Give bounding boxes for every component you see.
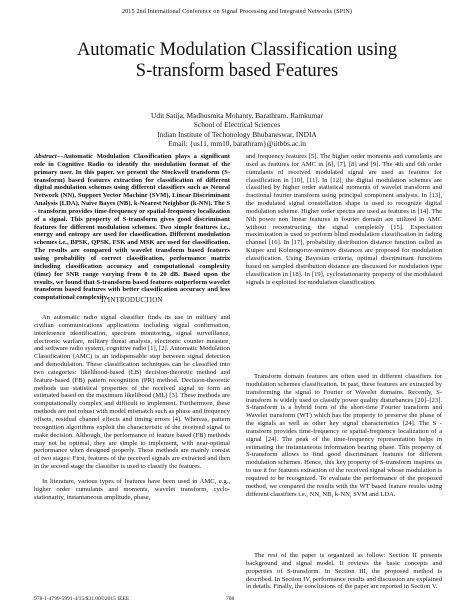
author-department: School of Electrical Sciences [193,120,281,130]
intro-paragraph: In literature, various types of features have been used in AMC, e.g., higher order cumulants and moments, wavelet transform, cyclo-stationarity, instantaneous amplitude, phase, [34,477,230,501]
page-number: 708 [226,596,235,602]
section-heading-introduction: I. INTRODUCTION [101,297,163,304]
footer-copyright: 978-1-4799-5991-4/15/$31.00©2015 IEEE [34,596,130,602]
abstract-text: —Automatic Modulation Classification plays a significant role in Cognitive Radio to identify the modulation format of the primary user. In this paper, we present the Stockwell transform (S-transform) based features extraction for classification of different digital modulation schemes using different classifiers such as Neural Network (NN), Support Vector Machine (SVM), Linear Discriminant Analysis (LDA), Naive Bayes (NB), k-Nearest Neighbor (k-NN). The S - transform provides time-frequency or spatial-frequency localization of a signal. This property of S-transform gives good discriminant features for different modulation schemes. Two simple features i.e., energy and entropy are used for classification. Different modulation schemes i.e., BPSK, QPSK, FSK and MSK are used for classification. The results are compared with wavelet transform based features using probability of correct classification, performance matrix including classification accuracy and computational complexity (time) for SNR range varying from 0 to 20 dB. Based upon the results, we found that S-transform based features outperform wavelet transform based features with better classification accuracy and less computational complexity. [34,153,230,302]
abstract [34,153,230,302]
title-line-1: Automatic Modulation Classification using [76,40,398,60]
conference-header: 2015 2nd International Conference on Signal Processing and Integrated Networks (SPIN) [121,8,353,15]
title-line-2: S-transform based Features [135,61,339,81]
right-column-paragraph: and frequency features [5]. The higher order moments and cumulants are used as features for AMC in [6], [7], [8] and [9]. The 4th and 6th order cumulants of received modulated signal are used as features for classification in [10], [11]. In [12], the digital modulation schemes are classified by higher order statistical moments of wavelet transform and fractional fourier transform using principal component analysis. In [13], the modulated signal constellation shape is used to recognize digital modulation scheme. Higher order spectra are used as features in [14]. The Nth power non linear features in fourier domain are utilized in AMC without reconstructing the signal completely [15]. Expectation maximization is used to perform blind modulation classification in fading channel [16]. In [17], probability distribution distance function called as Kuiper and Kolmogorov-smirnov distances are proposed for modulation classification. Using Bayesian criteria, optimal discriminant functions based on sampled distribution distance are discussed for modulation type classification in [18]. In [19], cyclostationarity property of the modulated signals is exploited for modulation classification. [246,153,442,286]
author-institution: Indian Institute of Techonology Bhubaneswar, INDIA [157,129,317,139]
abstract-lead: Abstract [34,153,57,160]
right-column-paragraph: The rest of the paper is organized as follow: Section II presents background and signal model. It reviews the basic concepts and properties of S-transform. In Section III, the proposed method is described. In Section IV, performance results and discussion are explained in details. Finally, the conclusions of the paper are reported in Section V. [246,552,442,591]
author-email: Email: {us11, mm10, barathram}@iitbbs.ac.in [168,138,306,148]
author-block [60,111,414,148]
right-column-paragraph: Transform domain features are often used in different classifiers for modulation schemes classification. In past, these features are extracted by transforming the signal to Fourier or Wavelet domains. Recently, S-transform is widely used to classify power quality disturbances [20]–[23]. S-transform is a hybrid form of the short-time Fourier transform and Wavelet transform (WT) which has the property to preserve the phase of the signals as well as other key signal characteristics [24]. The S - transform provides time-frequency or spatial-frequency localization of a signal [24]. The peak of the time-frequency representation helps in estimating the instantaneous information bearing phase. This property of S-transform allows to find good discriminant features for different modulation schemes. Hence, this key property of S-transform inspires us to use it for features extraction of the received signal whose modulation is required to be recognized. To evaluate the performance of the proposed method, we compared the results with the WT based feature results using different classifiers i.e., NN, NB, k-NN, SVM and LDA. [246,373,442,498]
author-names: Udit Satija, Madhusmita Mohanty, Barathram. Ramkumar [151,111,323,120]
paper-title [30,40,444,82]
intro-paragraph: An automatic radio signal classifier finds its use in military and civilian communications applications including signal confirmation, interference identification, spectrum monitoring, signal surveillance, electronic warfare, military threat analysis, electronic counter measure, and software radio system, cognitive radio [1], [2]. Automatic Modulation Classification (AMC) is an indispensable step between signal detection and demodulation. These classification techniques can be classified into two categories: likelihood-based (LB) decision-theoretic method and feature-based (FB) pattern recognition (PR) method. Decision-theoretic methods use statistical properties of the received signal to form an estimated based on the maximum likelihood (ML) [3]. These methods are computationally complex and difficult to implement. Furthermore, these methods are not robust with model mismatch such as phase and frequency offsets, residual channel effects and timing errors [4]. Whereas, pattern recognition algorithms exploit the characteristic of the received signal to make decision. Although, the performance of feature based (FB) methods may not be optimal, they are simple to implement, with near-optimal performance when designed properly. These methods are mainly consist of two stages: First, features of the received signals are extracted and then in the second stage the classifier is used to classify the features. [34,314,230,471]
introduction-left-column [34,314,230,501]
